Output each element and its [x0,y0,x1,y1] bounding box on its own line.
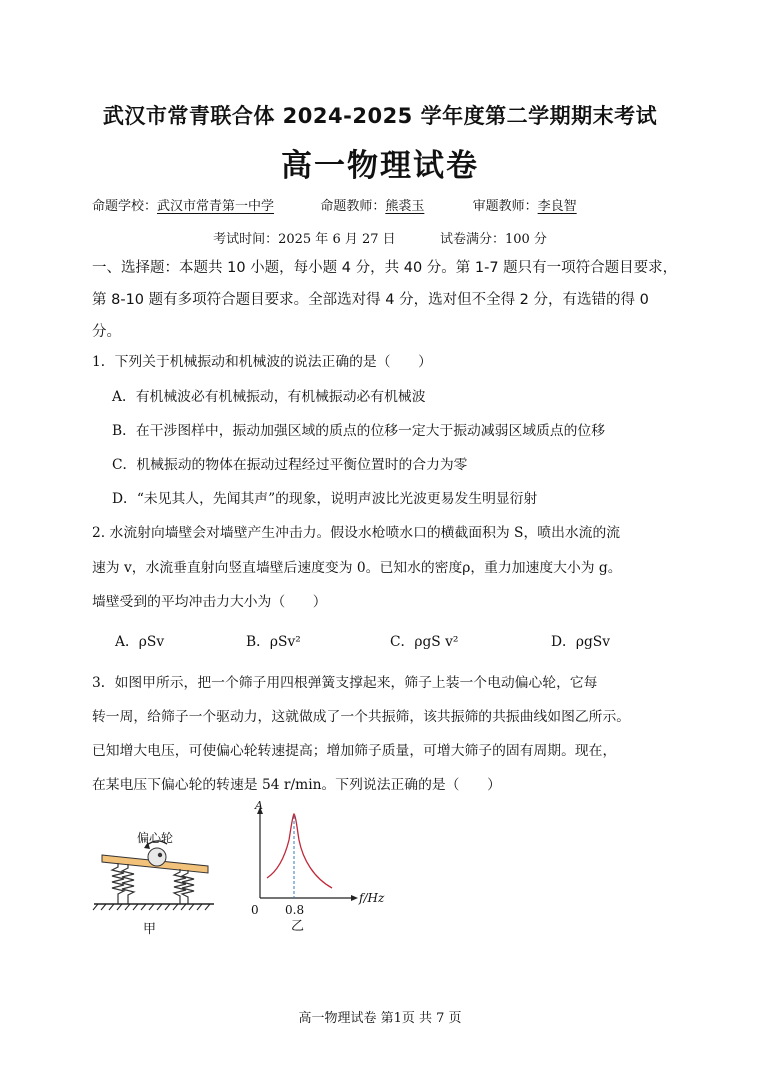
q3-line-3: 已知增大电压，可使偏心轮转速提高；增加筛子质量，可增大筛子的固有周期。现在， [92,743,617,759]
subject-title: 高一物理试卷 [281,148,479,184]
wheel-label: 偏心轮 [137,831,174,845]
school-label: 命题学校： [92,199,158,214]
spring-left [112,863,134,904]
q1-stem: 1．下列关于机械振动和机械波的说法正确的是（ ） [92,354,432,370]
exam-score: 试卷满分：100 分 [439,232,547,247]
x-axis-label: f/Hz [359,891,385,905]
q2-line-1: 2. 水流射向墙壁会对墙壁产生冲击力。假设水枪喷水口的横截面积为 S，喷出水流的流 [92,525,621,541]
q2-option-c: C．ρgS v² [390,634,459,650]
exam-time-line [0,228,760,247]
resonance-curve [267,814,332,888]
tick-label-0-8: 0.8 [285,903,305,917]
x-axis-arrow-icon [351,895,358,901]
q2-option-d: D．ρgSv [551,634,611,650]
ground-hatch [93,904,210,910]
q2-line-2: 速为 v，水流垂直射向竖直墙壁后速度变为 0。已知水的密度ρ，重力加速度大小为 g。 [92,560,622,576]
eccentric-wheel [148,848,166,866]
page-footer: 高一物理试卷 第1页 共 7 页 [298,1011,462,1026]
section-line-2: 第 8-10 题有多项符合题目要求。全部选对得 4 分，选对但不全得 2 分，有选错的得 0 [92,292,649,308]
figure-jia-caption: 甲 [143,922,157,937]
origin-label: 0 [251,903,259,917]
figure-jia-sieve [90,820,220,940]
q1-option-b: B．在干涉图样中，振动加强区域的质点的位移一定大于振动减弱区域质点的位移 [112,423,606,439]
y-axis-label: A [255,799,263,812]
wheel-axle [158,853,162,857]
q2-line-3: 墙壁受到的平均冲击力大小为（ ） [92,594,327,610]
figure-yi-resonance-curve [240,798,400,938]
section-line-1: 一、选择题：本题共 10 小题，每小题 4 分，共 40 分。第 1-7 题只有一项符合题目要求， [92,260,678,276]
section-line-3: 分。 [92,324,121,340]
reviewer-label: 审题教师： [472,199,538,214]
q1-option-d: D．“未见其人，先闻其声”的现象，说明声波比光波更易发生明显衍射 [112,491,538,507]
q3-line-2: 转一周，给筛子一个驱动力，这就做成了一个共振筛，该共振筛的共振曲线如图乙所示。 [92,709,631,725]
q3-line-1: 3．如图甲所示，把一个筛子用四根弹簧支撑起来，筛子上装一个电动偏心轮，它每 [92,675,598,691]
q2-option-a: A．ρSv [115,634,165,650]
q1-option-a: A．有机械波必有机械振动，有机械振动必有机械波 [112,389,426,405]
author-label: 命题教师： [320,199,386,214]
figure-yi-caption: 乙 [291,919,305,934]
q3-line-4: 在某电压下偏心轮的转速是 54 r/min。下列说法正确的是（ ） [92,777,501,793]
exam-time: 考试时间：2025 年 6 月 27 日 [213,232,396,247]
school-name: 武汉市常青第一中学 [157,199,275,214]
exam-title: 武汉市常青联合体 2024-2025 学年度第二学期期末考试 [102,104,658,128]
q2-option-b: B．ρSv² [246,634,301,650]
section-instructions [92,252,682,348]
exam-meta-line [92,195,692,214]
spring-right [174,869,194,904]
author-name: 熊裘玉 [385,199,425,214]
q1-option-c: C．机械振动的物体在振动过程经过平衡位置时的合力为零 [112,457,468,473]
reviewer-name: 李良智 [537,199,577,214]
